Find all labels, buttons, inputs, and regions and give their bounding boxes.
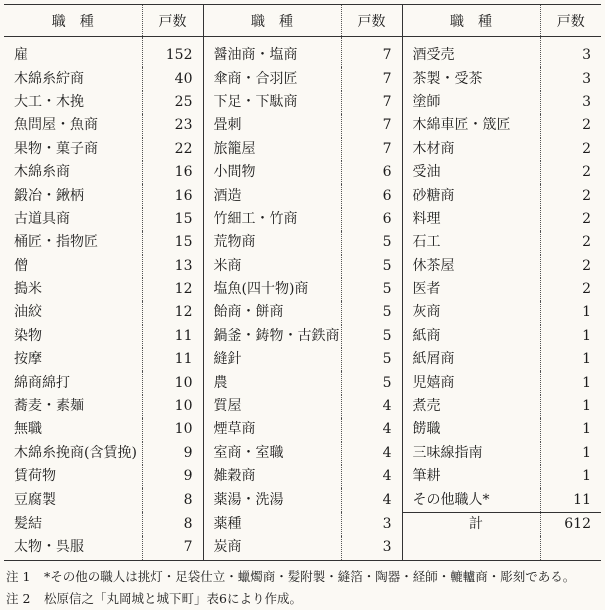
occupation-name: 塩魚(四十物)商	[203, 278, 341, 301]
household-count: 16	[142, 161, 203, 184]
occupation-name: 果物・菓子商	[14, 140, 98, 157]
household-count: 4	[341, 442, 402, 465]
table-row	[4, 91, 601, 114]
total-label: 計	[402, 512, 540, 536]
household-count: 2	[540, 255, 601, 278]
occupation-name: 按摩	[14, 351, 42, 368]
occupation-name: 綿商綿打	[14, 374, 70, 391]
occupation-name: 小間物	[203, 161, 341, 184]
household-count: 152	[142, 37, 203, 68]
occupation-name: 薬湯・洗湯	[203, 488, 341, 512]
household-count: 3	[341, 512, 402, 536]
table-row	[4, 231, 601, 254]
table-row	[4, 138, 601, 161]
occupation-name: 傘商・合羽匠	[203, 67, 341, 90]
household-count: 16	[142, 184, 203, 207]
table-row	[4, 67, 601, 90]
household-count: 11	[142, 348, 203, 371]
occupation-name: 搗米	[14, 281, 42, 298]
table-row	[4, 184, 601, 207]
note-2	[4, 588, 601, 610]
empty-cell	[540, 536, 601, 560]
household-count: 6	[341, 208, 402, 231]
household-count: 1	[540, 418, 601, 441]
notes	[4, 566, 601, 610]
occupation-name: 髪結	[14, 515, 42, 532]
occupation-name: 醤油商・塩商	[203, 37, 341, 68]
occupation-name: 染物	[14, 327, 42, 344]
table-row	[4, 512, 601, 536]
household-count: 1	[540, 325, 601, 348]
occupation-table	[4, 4, 601, 561]
occupation-name: 古道具商	[14, 210, 70, 227]
occupation-name: 休茶屋	[402, 255, 540, 278]
empty-cell	[402, 536, 540, 560]
occupation-name: 石工	[402, 231, 540, 254]
header-shokushu-1: 職 種	[4, 5, 142, 37]
table-row	[4, 488, 601, 512]
occupation-name: 僧	[14, 257, 28, 274]
note-text: *その他の職人は挑灯・足袋仕立・蠟燭商・髪附製・縫箔・陶器・経師・轆轤商・彫刻である。	[44, 568, 576, 584]
occupation-name: 魚問屋・魚商	[14, 117, 98, 134]
table-body	[4, 37, 601, 561]
occupation-name: 飴商・餅商	[203, 301, 341, 324]
table-row	[4, 442, 601, 465]
household-count: 13	[142, 255, 203, 278]
household-count: 9	[142, 442, 203, 465]
household-count: 5	[341, 325, 402, 348]
household-count: 1	[540, 371, 601, 394]
household-count: 12	[142, 278, 203, 301]
occupation-name: 紙商	[402, 325, 540, 348]
occupation-name: 蕎麦・素麺	[14, 398, 84, 415]
household-count: 5	[341, 371, 402, 394]
occupation-name: 豆腐製	[14, 491, 56, 508]
occupation-table-figure	[4, 4, 601, 610]
occupation-name: 灰商	[402, 301, 540, 324]
occupation-name: 筆耕	[402, 465, 540, 488]
header-kosu-3: 戸数	[540, 5, 601, 37]
table-row	[4, 348, 601, 371]
household-count: 40	[142, 67, 203, 90]
table-row	[4, 536, 601, 560]
note-text: 松原信之「丸岡城と城下町」表6により作成。	[44, 590, 302, 606]
occupation-name: 三味線指南	[402, 442, 540, 465]
occupation-name: 米商	[203, 255, 341, 278]
household-count: 6	[341, 184, 402, 207]
table-row	[4, 371, 601, 394]
household-count: 7	[341, 37, 402, 68]
occupation-name: 大工・木挽	[14, 93, 84, 110]
table-row	[4, 208, 601, 231]
household-count: 1	[540, 348, 601, 371]
table-row	[4, 325, 601, 348]
household-count: 1	[540, 442, 601, 465]
household-count: 1	[540, 301, 601, 324]
household-count: 2	[540, 114, 601, 137]
occupation-name: 紙屑商	[402, 348, 540, 371]
occupation-name: 質屋	[203, 395, 341, 418]
occupation-name: 賃荷物	[14, 468, 56, 485]
household-count: 5	[341, 231, 402, 254]
household-count: 8	[142, 488, 203, 512]
household-count: 2	[540, 184, 601, 207]
occupation-name: 茶製・受茶	[402, 67, 540, 90]
occupation-name: 酒造	[203, 184, 341, 207]
household-count: 7	[142, 536, 203, 560]
occupation-name: 太物・呉服	[14, 539, 84, 556]
household-count: 23	[142, 114, 203, 137]
household-count: 11	[540, 488, 601, 512]
occupation-name: 木綿糸挽商(含賃挽)	[14, 444, 137, 461]
occupation-name: 畳刺	[203, 114, 341, 137]
household-count: 2	[540, 208, 601, 231]
occupation-name: 旅籠屋	[203, 138, 341, 161]
household-count: 5	[341, 348, 402, 371]
household-count: 2	[540, 231, 601, 254]
occupation-name: 砂糖商	[402, 184, 540, 207]
table-row	[4, 255, 601, 278]
household-count: 9	[142, 465, 203, 488]
household-count: 3	[341, 536, 402, 560]
header-shokushu-2: 職 種	[203, 5, 341, 37]
occupation-name: 桶匠・指物匠	[14, 234, 98, 251]
table-row	[4, 278, 601, 301]
table-row	[4, 301, 601, 324]
household-count: 12	[142, 301, 203, 324]
occupation-name: 木材商	[402, 138, 540, 161]
occupation-name: 雇	[14, 47, 28, 64]
occupation-name: 炭商	[203, 536, 341, 560]
note-label: 注 1	[6, 568, 31, 584]
occupation-name: 下足・下駄商	[203, 91, 341, 114]
household-count: 7	[341, 67, 402, 90]
header-shokushu-3: 職 種	[402, 5, 540, 37]
table-row	[4, 395, 601, 418]
occupation-name: 受油	[402, 161, 540, 184]
household-count: 7	[341, 138, 402, 161]
header-row	[4, 5, 601, 37]
occupation-name: 荒物商	[203, 231, 341, 254]
occupation-name: 薬種	[203, 512, 341, 536]
occupation-name: 児嬉商	[402, 371, 540, 394]
household-count: 3	[540, 91, 601, 114]
household-count: 4	[341, 395, 402, 418]
household-count: 5	[341, 301, 402, 324]
household-count: 15	[142, 231, 203, 254]
occupation-name: 竹細工・竹商	[203, 208, 341, 231]
household-count: 1	[540, 395, 601, 418]
occupation-name: 油絞	[14, 304, 42, 321]
household-count: 1	[540, 465, 601, 488]
household-count: 10	[142, 395, 203, 418]
occupation-name: 農	[203, 371, 341, 394]
household-count: 6	[341, 161, 402, 184]
occupation-name: 酒受売	[402, 37, 540, 68]
household-count: 11	[142, 325, 203, 348]
occupation-name: その他職人*	[402, 488, 540, 512]
occupation-name: 縫針	[203, 348, 341, 371]
occupation-name: 木綿糸紵商	[14, 70, 84, 87]
occupation-name: 無職	[14, 421, 42, 438]
occupation-name: 煮売	[402, 395, 540, 418]
household-count: 2	[540, 138, 601, 161]
occupation-name: 医者	[402, 278, 540, 301]
table-row	[4, 114, 601, 137]
household-count: 8	[142, 512, 203, 536]
occupation-name: 鍛冶・鍬柄	[14, 187, 84, 204]
household-count: 3	[540, 67, 601, 90]
occupation-name: 木綿車匠・筬匠	[402, 114, 540, 137]
occupation-name: 木綿糸商	[14, 164, 70, 181]
total-count: 612	[540, 512, 601, 536]
household-count: 10	[142, 418, 203, 441]
header-kosu-2: 戸数	[341, 5, 402, 37]
household-count: 7	[341, 91, 402, 114]
header-kosu-1: 戸数	[142, 5, 203, 37]
household-count: 5	[341, 278, 402, 301]
table-row	[4, 37, 601, 68]
household-count: 7	[341, 114, 402, 137]
occupation-name: 塗師	[402, 91, 540, 114]
household-count: 3	[540, 37, 601, 68]
table-row	[4, 418, 601, 441]
occupation-name: 煙草商	[203, 418, 341, 441]
occupation-name: 餝職	[402, 418, 540, 441]
occupation-name: 料理	[402, 208, 540, 231]
note-label: 注 2	[6, 590, 31, 606]
household-count: 4	[341, 418, 402, 441]
note-1	[4, 566, 601, 588]
occupation-name: 室商・室職	[203, 442, 341, 465]
household-count: 4	[341, 488, 402, 512]
table-row	[4, 161, 601, 184]
household-count: 15	[142, 208, 203, 231]
household-count: 10	[142, 371, 203, 394]
household-count: 5	[341, 255, 402, 278]
household-count: 4	[341, 465, 402, 488]
household-count: 2	[540, 161, 601, 184]
household-count: 22	[142, 138, 203, 161]
occupation-name: 鍋釜・鋳物・古鉄商	[203, 325, 341, 348]
household-count: 2	[540, 278, 601, 301]
table-row	[4, 465, 601, 488]
household-count: 25	[142, 91, 203, 114]
occupation-name: 雑穀商	[203, 465, 341, 488]
